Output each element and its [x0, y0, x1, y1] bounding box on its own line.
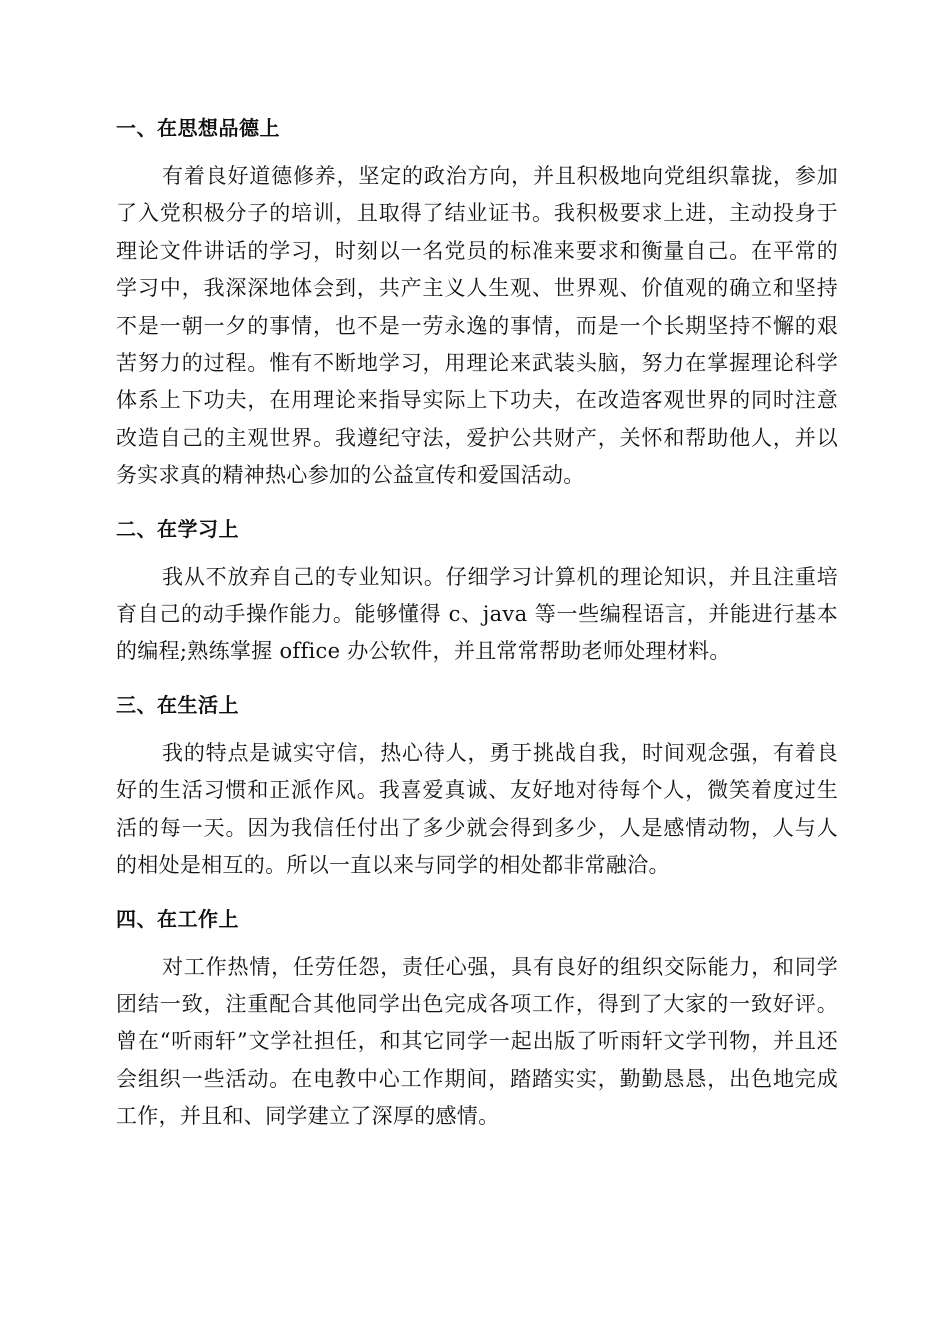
section-heading-ideology: 一、在思想品德上	[116, 116, 280, 140]
section-body-ideology: 有着良好道德修养，坚定的政治方向，并且积极地向党组织靠拢，参加了入党积极分子的培训，且取得了结业证书。我积极要求上进，主动投身于理论文件讲话的学习，时刻以一名党员的标准来要求和衡量自己。在平常的学习中，我深深地体会到，共产主义人生观、世界观、价值观的确立和坚持不是一朝一夕的事情，也不是一劳永逸的事情，而是一个长期坚持不懈的艰苦努力的过程。惟有不断地学习，用理论来武装头脑，努力在掌握理论科学体系上下功夫，在用理论来指导实际上下功夫，在改造客观世界的同时注意改造自己的主观世界。我遵纪守法，爱护公共财产，关怀和帮助他人，并以务实求真的精神热心参加的公益宣传和爱国活动。	[116, 164, 838, 488]
document-page	[116, 108, 838, 1150]
section-heading-study: 二、在学习上	[116, 516, 239, 541]
section-body-study: 我从不放弃自己的专业知识。仔细学习计算机的理论知识，并且注重培育自己的动手操作能力。能够懂得 c、java 等一些编程语言，并能进行基本的编程;熟练掌握 office 办公软件，并且常常帮助老师处理材料。	[116, 564, 838, 664]
section-body-work: 对工作热情，任劳任怨，责任心强，具有良好的组织交际能力，和同学团结一致，注重配合其他同学出色完成各项工作，得到了大家的一致好评。曾在“听雨轩”文学社担任，和其它同学一起出版了听雨轩文学刊物，并且还会组织一些活动。在电教中心工作期间，踏踏实实，勤勤恳恳，出色地完成工作，并且和、同学建立了深厚的感情。	[116, 954, 838, 1129]
section-heading-work: 四、在工作上	[116, 906, 239, 931]
section-body-life: 我的特点是诚实守信，热心待人，勇于挑战自我，时间观念强，有着良好的生活习惯和正派作风。我喜爱真诚、友好地对待每个人，微笑着度过生活的每一天。因为我信任付出了多少就会得到多少，人是感情动物，人与人的相处是相互的。所以一直以来与同学的相处都非常融洽。	[116, 740, 838, 878]
section-heading-life: 三、在生活上	[116, 692, 239, 717]
